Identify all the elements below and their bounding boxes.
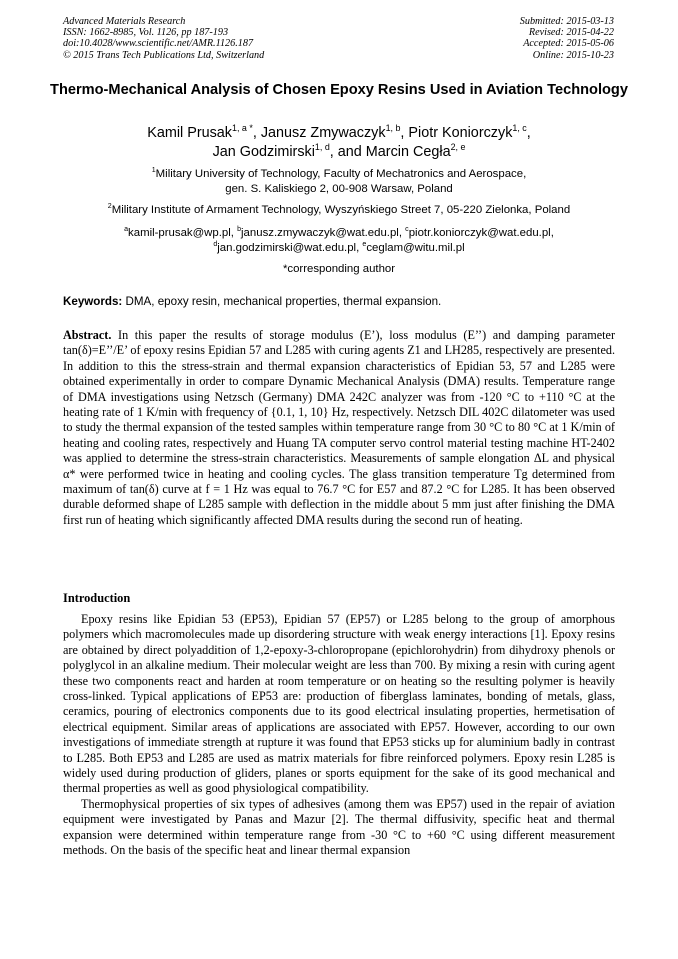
keywords-text: DMA, epoxy resin, mechanical properties, thermal expansion. <box>125 295 442 308</box>
author-affiliation-marker: 1, c <box>512 123 527 134</box>
author-name: Jan Godzimirski <box>212 144 315 160</box>
author-name: Janusz Zmywaczyk <box>260 125 386 141</box>
email-link[interactable]: piotr.koniorczyk@wat.edu.pl, <box>408 227 554 239</box>
corresponding-author-note: *corresponding author <box>282 263 396 275</box>
email-link[interactable]: ceglam@witu.mil.pl <box>366 241 465 254</box>
paragraph: Epoxy resins like Epidian 53 (EP53), Epidian 57 (EP57) or L285 belong to the group of amorphous polymers which macromolecules made up disordering structure with weak energy interactions [1]. Epoxy resins are obtained by direct polyaddition of 1,2-epoxy-3-chloropropane (epichlorohydrin) from dihydroxy phenols or polyglycol in an alkaline medium. Their molecular weight are less than 700. By mixing a resin with curing agent these two components react and harden at room temperature or on heating so the resulting polymer is heavily cross-linked. Typical applications of EP53 are: production of fiberglass laminates, bonding of metals, glass, ceramics, pouring of electronics components due to its good electrical insulating properties, hermetisation of electrical equipment. Similar areas of applications are associated with EP57. However, according to our own investigations of immediate strength at rupture it was found that EP53 sticks up for aluminium badly in contrast to L285. Both EP53 and L285 are used as matrix materials for fibre reinforced polymers. Epoxy resin L285 is widely used during production of gliders, planes or sports equipment for the sake of its good mechanical and thermal properties as well as good physiological compatibility. <box>63 612 615 796</box>
section-heading-introduction: Introduction <box>63 591 131 605</box>
date-revised: Revised: 2015-04-22 <box>528 27 614 39</box>
email-link[interactable]: janusz.zmywaczyk@wat.edu.pl, <box>241 227 402 239</box>
affiliation-number: 1 <box>151 167 156 175</box>
affiliation-number: 2 <box>107 203 112 211</box>
author-affiliation-marker: 2, e <box>450 142 466 153</box>
journal-copyright: © 2015 Trans Tech Publications Ltd, Switzerland <box>63 49 265 61</box>
keywords-label: Keywords: <box>63 295 123 308</box>
author-conjunction: and <box>337 144 362 160</box>
journal-header-right <box>520 16 614 61</box>
author-name: Piotr Koniorczyk <box>408 125 513 141</box>
date-online: Online: 2015-10-23 <box>532 49 614 61</box>
author-name: Kamil Prusak <box>147 125 233 141</box>
affiliation-1 <box>40 167 638 197</box>
email-list: $^a$kamil-prusak@wp.pl, $^b$janusz.zmywaczyk@wat.edu.pl, $^c$piotr.koniorczyk@wat.edu.pl, $^d$jan.godzimirski@wat.edu.pl, $^e$ceglam@witu.mil.pl <box>124 226 554 254</box>
affiliation-line: Military University of Technology, Faculty of Mechatronics and Aerospace, <box>155 168 527 180</box>
journal-issn: ISSN: 1662-8985, Vol. 1126, pp 187-193 <box>63 27 229 39</box>
abstract-label: Abstract. <box>63 328 112 342</box>
abstract-text: In this paper the results of storage modulus (E’), loss modulus (E’’) and damping parameter tan(δ)=E’’/E’ of epoxy resins Epidian 57 and L285 with curing agents Z1 and LH285, respectively are presented. In addition to this the stress-strain and thermal expansion characteristics of Epidian 53, 57 and L285 were obtained experimentally in order to compare Dynamic Mechanical Analysis (DMA) results. Temperature range of DMA investigations using Netzsch (Germany) DMA 242C analyzer was from -120 °C to +110 °C at the heating rate of 1 K/min with frequency of {0.1, 1, 10} Hz, respectively. Netzsch DIL 402C dilatometer was used to study the thermal expansion of the tested samples within temperature range from 30 °C to 80 °C at 1 K/min of heating and cooling rates, respectively and Huang TA computer servo control material testing machine HT-2402 was applied to determine the stress-strain characteristics. Measurements of sample elongation ΔL and physical α* were performed twice in heating and cooling cycles. The glass transition temperature Tg determined from maximum of tan(δ) curve at f = 1 Hz was equal to 76.7 °C for E57 and 87.2 °C for L285. It has been observed durable deformed shape of L285 sample with deflection in the middle about 5 mm just after finishing the DMA first run of heating which significantly affected DMA results during the second run of heating. <box>63 328 615 527</box>
journal-name: Advanced Materials Research <box>63 16 186 27</box>
email-link[interactable]: kamil-prusak@wp.pl, <box>128 227 234 239</box>
date-submitted: Submitted: 2015-03-13 <box>519 16 614 27</box>
author-affiliation-marker: 1, d <box>314 142 330 153</box>
author-list: Kamil Prusak$^{1, a *}$, Janusz Zmywaczyk$^{1, b}$, Piotr Koniorczyk$^{1, c}$, Jan Godzimirski$^{1, d}$, and Marcin Cegła$^{2, e}$ <box>147 123 531 160</box>
author-affiliation-marker: 1, b <box>385 123 401 134</box>
email-link[interactable]: jan.godzimirski@wat.edu.pl, <box>217 241 360 254</box>
paragraph: Thermophysical properties of six types of adhesives (among them was EP57) used in the repair of aviation equipment were investigated by Panas and Mazur [2]. The thermal diffusivity, specific heat and thermal expansion were determined within temperature range from -30 °C to +60 °C using different measurement methods. On the basis of the specific heat and linear thermal expansion <box>63 796 615 858</box>
abstract <box>63 328 615 528</box>
affiliation-line: Military Institute of Armament Technology, Wyszyńskiego Street 7, 05-220 Zielonka, Poland <box>111 204 571 216</box>
keywords <box>63 295 441 308</box>
journal-header-left <box>63 16 264 61</box>
introduction-body <box>63 612 615 859</box>
paper-title: Thermo-Mechanical Analysis of Chosen Epoxy Resins Used in Aviation Technology <box>50 82 628 98</box>
affiliation-2 <box>40 203 638 218</box>
author-affiliation-marker: 1, a * <box>232 123 253 134</box>
affiliation-line: gen. S. Kaliskiego 2, 00-908 Warsaw, Poland <box>225 183 453 195</box>
author-name: Marcin Cegła <box>365 144 451 160</box>
date-accepted: Accepted: 2015-05-06 <box>523 38 614 50</box>
journal-doi: doi:10.4028/www.scientific.net/AMR.1126.187 <box>63 38 254 50</box>
